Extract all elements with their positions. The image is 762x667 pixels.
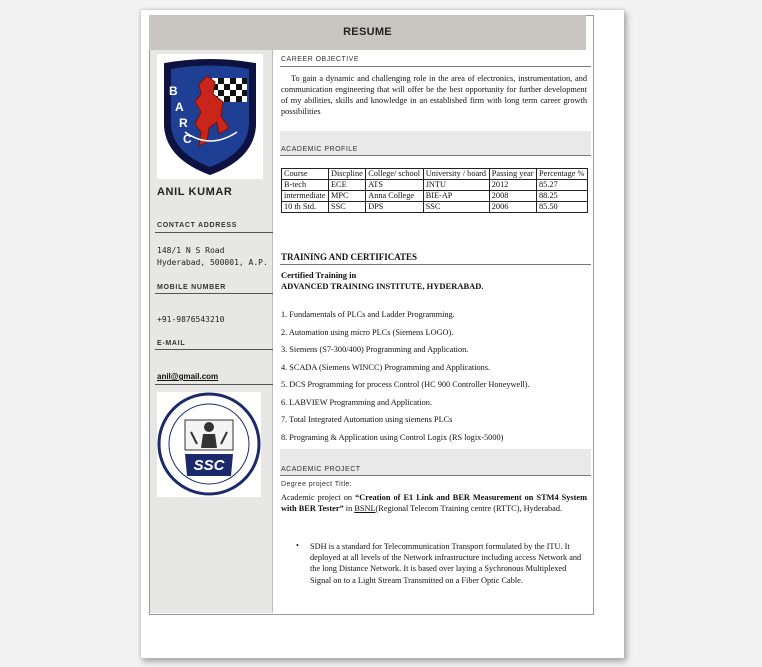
logo-letter-r: R (179, 116, 188, 130)
contact-address-label: CONTACT ADDRESS (157, 222, 238, 229)
table-row (282, 180, 588, 191)
resume-title: RESUME (343, 26, 392, 38)
training-list (281, 310, 530, 450)
mobile-rule (155, 293, 273, 294)
project-close-quote: ” (339, 504, 344, 513)
table-header-row (282, 169, 588, 180)
project-description (281, 492, 587, 514)
table-header-cell: University / board (423, 169, 489, 180)
list-item: 7. Total Integrated Automation using siemens PLCs (281, 415, 453, 424)
project-org-suffix: (Regional Telecom Training centre (RTTC), Hyderabad. (375, 504, 563, 513)
table-cell: B-tech (282, 180, 329, 191)
email-link[interactable]: anil@gmail.com (157, 372, 219, 381)
project-bullet-text: SDH is a standard for Telecommunication Transport formulated by the ITU. It deployed at all levels of the Network infrastructure including access Network and the long Distance Network. It is based over laying a Sychronous Multiplexed Signal on to a Light Stream Transmitted on a Fiber Optic Cable. (310, 542, 582, 585)
list-item: 1. Fundamentals of PLCs and Ladder Programming. (281, 310, 455, 319)
bullet-icon: • (296, 541, 299, 550)
address-line-2: Hyderabad, 500001, A.P. (157, 258, 268, 267)
table-cell: ECE (328, 180, 365, 191)
table-cell: SSC (328, 202, 365, 213)
cert-line-2: ADVANCED TRAINING INSTITUTE, HYDERABAD. (281, 281, 484, 291)
table-row (282, 191, 588, 202)
email-label: E-MAIL (157, 340, 186, 347)
table-cell: Anna College (366, 191, 423, 202)
project-org: BSNL (354, 504, 376, 513)
email-rule (155, 349, 273, 350)
table-header-cell: Discpline (328, 169, 365, 180)
table-row (282, 202, 588, 213)
logo-letter-c: C (183, 132, 192, 146)
email-bottom-rule (155, 384, 273, 385)
training-heading: TRAINING AND CERTIFICATES (281, 252, 418, 262)
table-header-cell: Passing year (489, 169, 536, 180)
table-cell: SSC (423, 202, 489, 213)
table-cell: 2012 (489, 180, 536, 191)
mobile-number: +91-9876543210 (157, 315, 225, 324)
list-item: 5. DCS Programming for process Control (HC 900 Controller Honeywell). (281, 380, 530, 389)
project-open-quote: “ (355, 493, 360, 502)
academic-profile-label: ACADEMIC PROFILE (281, 146, 358, 153)
project-intro: Academic project on (281, 493, 356, 502)
table-cell: DPS (366, 202, 423, 213)
contact-rule (155, 232, 273, 233)
resume-header (149, 15, 586, 50)
table-cell: 2006 (489, 202, 536, 213)
table-cell: intermediate (282, 191, 329, 202)
list-item: 3. Siemens (S7-300/400) Programming and Application. (281, 345, 469, 354)
candidate-name: ANIL KUMAR (157, 186, 233, 198)
career-objective-text: To gain a dynamic and challenging role in the area of electronics, instrumentation, and communication engineering that will offer be the best opportunity for further development of my abilities, skills and knowledge in an established firm with long term career growth possibilities (281, 74, 587, 116)
table-cell: MPC (328, 191, 365, 202)
ssc-logo-box (157, 392, 261, 497)
career-objective-label: CAREER OBJECTIVE (281, 56, 360, 63)
table-cell: 85.50 (537, 202, 588, 213)
mobile-number-label: MOBILE NUMBER (157, 284, 226, 291)
barc-logo-box (157, 54, 263, 179)
table-cell: 2008 (489, 191, 536, 202)
academic-rule (280, 155, 591, 156)
table-header-cell: Percentage % (537, 169, 588, 180)
table-cell: JNTU (423, 180, 489, 191)
table-header-cell: Course (282, 169, 329, 180)
logo-letter-a: A (175, 100, 184, 114)
cert-line-1: Certified Training in (281, 270, 357, 280)
table-cell: 10 th Std. (282, 202, 329, 213)
table-cell: BIE-AP (423, 191, 489, 202)
project-title: Creation of E1 Link and BER Measurement on STM4 System with BER Tester (281, 493, 588, 513)
ssc-logo-icon (157, 392, 261, 497)
address-line-1: 148/1 N S Road (157, 246, 225, 255)
list-item: 6. LABVIEW Programming and Application. (281, 397, 433, 407)
objective-rule (280, 66, 591, 67)
ssc-logo-text: SSC (193, 457, 225, 474)
certified-training (281, 270, 484, 292)
barc-logo-icon (157, 54, 263, 179)
list-item: 2. Automation using micro PLCs (Siemens LOGO). (281, 327, 454, 337)
list-item: 8. Programing & Application using Control Logix (RS logix-5000) (281, 432, 504, 442)
table-header-cell: College/ school (366, 169, 423, 180)
logo-letter-b: B (169, 84, 178, 98)
list-item: 4. SCADA (Siemens WINCC) Programming and Applications. (281, 362, 491, 372)
table-cell: 85.27 (537, 180, 588, 191)
table-cell: 88.25 (537, 191, 588, 202)
project-in: in (343, 504, 355, 513)
training-rule (280, 264, 591, 265)
academic-project-label: ACADEMIC PROJECT (281, 466, 361, 473)
academic-table (281, 168, 588, 213)
project-rule (280, 475, 591, 476)
table-cell: ATS (366, 180, 423, 191)
degree-project-title-label: Degree project Title: (281, 481, 353, 488)
